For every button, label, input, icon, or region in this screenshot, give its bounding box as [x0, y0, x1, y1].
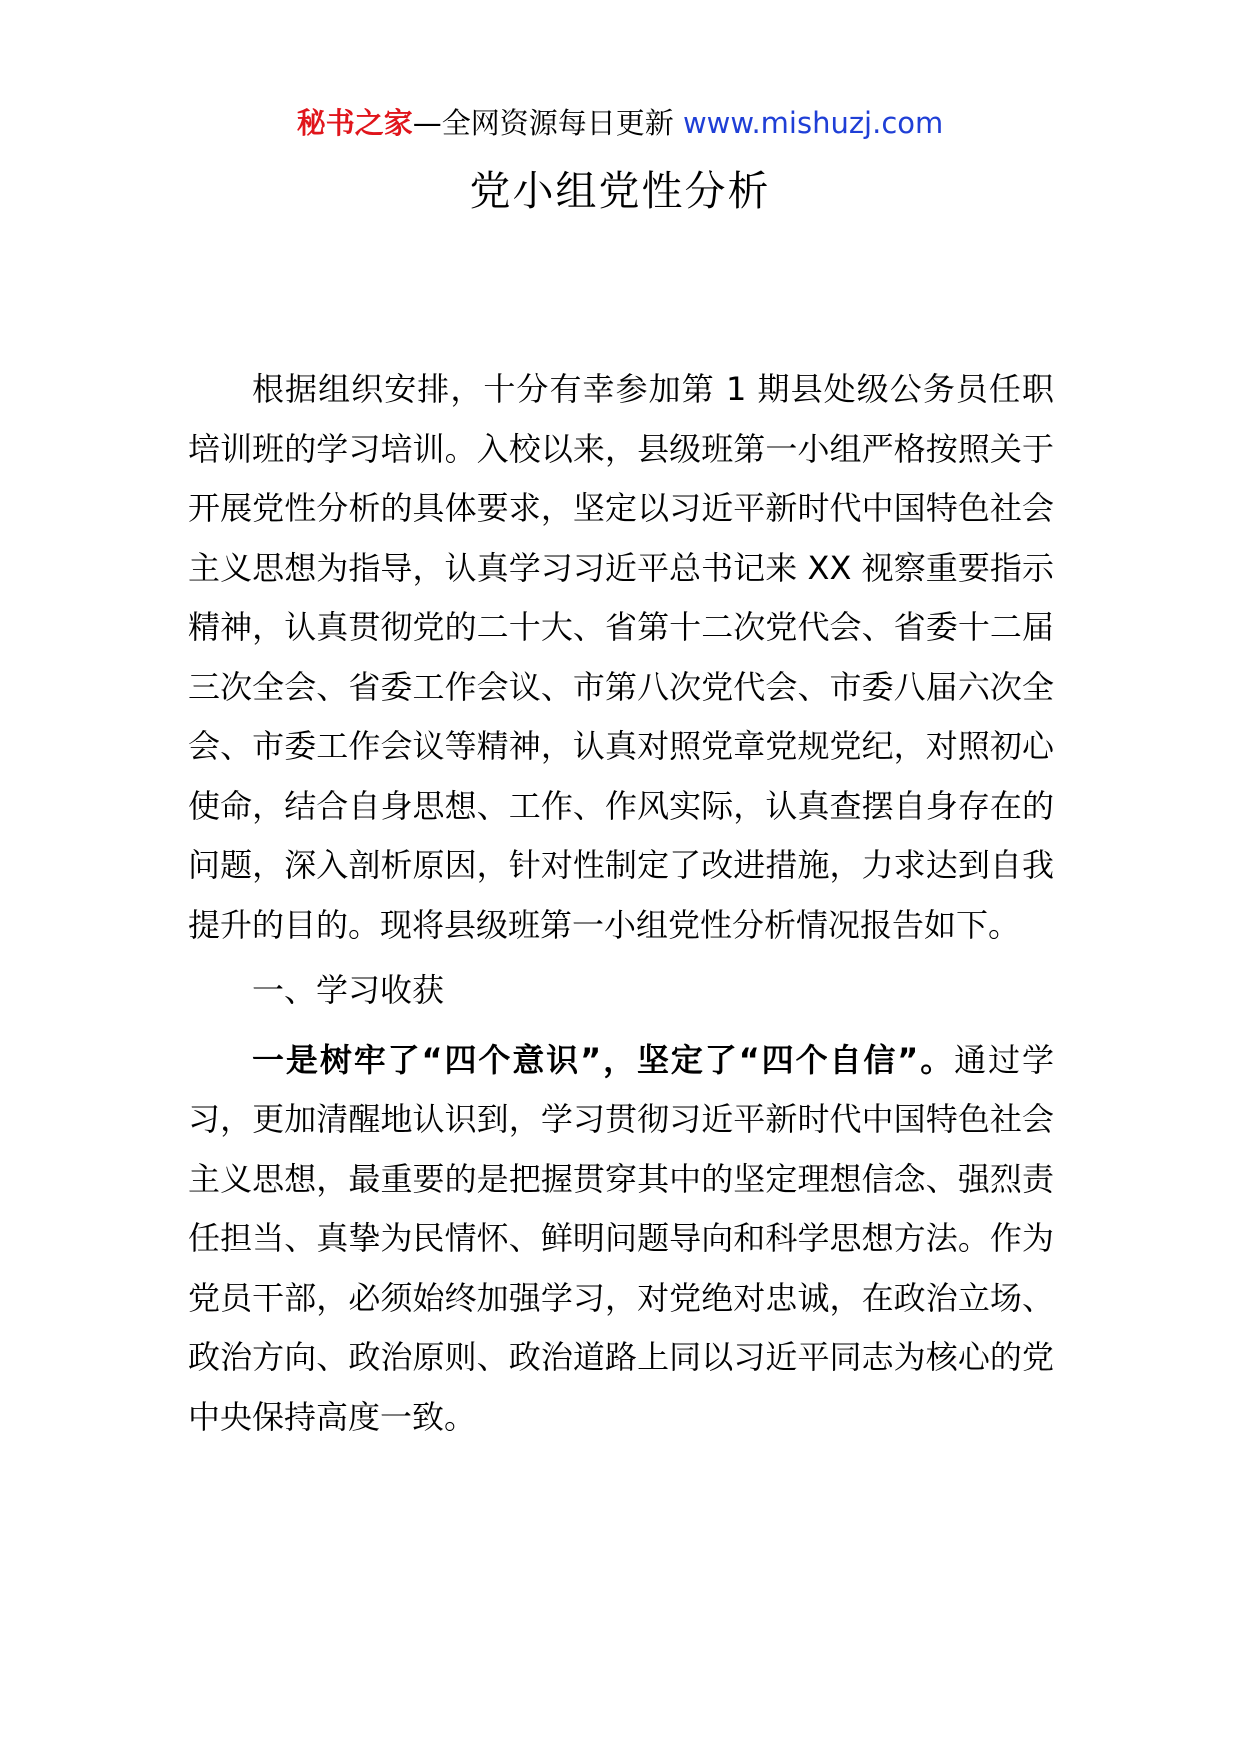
point-paragraph [188, 1031, 1054, 1448]
section-heading: 一、学习收获 [252, 971, 445, 1009]
site-brand: 秘书之家 [296, 106, 413, 140]
document-title: 党小组党性分析 [469, 167, 771, 215]
document-body [188, 360, 1054, 1447]
point-lead: 一是树牢了“四个意识”，坚定了“四个自信”。 [252, 1040, 955, 1079]
site-slogan: —全网资源每日更新 [412, 106, 683, 140]
site-header [0, 103, 1240, 143]
site-url-link[interactable]: www.mishuzj.com [682, 106, 944, 140]
intro-paragraph: 根据组织安排，十分有幸参加第 1 期县处级公务员任职培训班的学习培训。入校以来，县级班第一小组严格按照关于开展党性分析的具体要求，坚定以习近平新时代中国特色社会主义思想为指导，认真学习习近平总书记来 XX 视察重要指示精神，认真贯彻党的二十大、省第十二次党代会、省委十二届三次全会、省委工作会议、市第八次党代会、市委八届六次全会、市委工作会议等精神，认真对照党章党规党纪，对照初心使命，结合自身思想、工作、作风实际，认真查摆自身存在的问题，深入剖析原因，针对性制定了改进措施，力求达到自我提升的目的。现将县级班第一小组党性分析情况报告如下。 [188, 370, 1054, 944]
point-body: 通过学习，更加清醒地认识到，学习贯彻习近平新时代中国特色社会主义思想，最重要的是把握贯穿其中的坚定理想信念、强烈责任担当、真挚为民情怀、鲜明问题导向和科学思想方法。作为党员干部，必须始终加强学习，对党绝对忠诚，在政治立场、政治方向、政治原则、政治道路上同以习近平同志为核心的党中央保持高度一致。 [188, 1040, 1054, 1436]
